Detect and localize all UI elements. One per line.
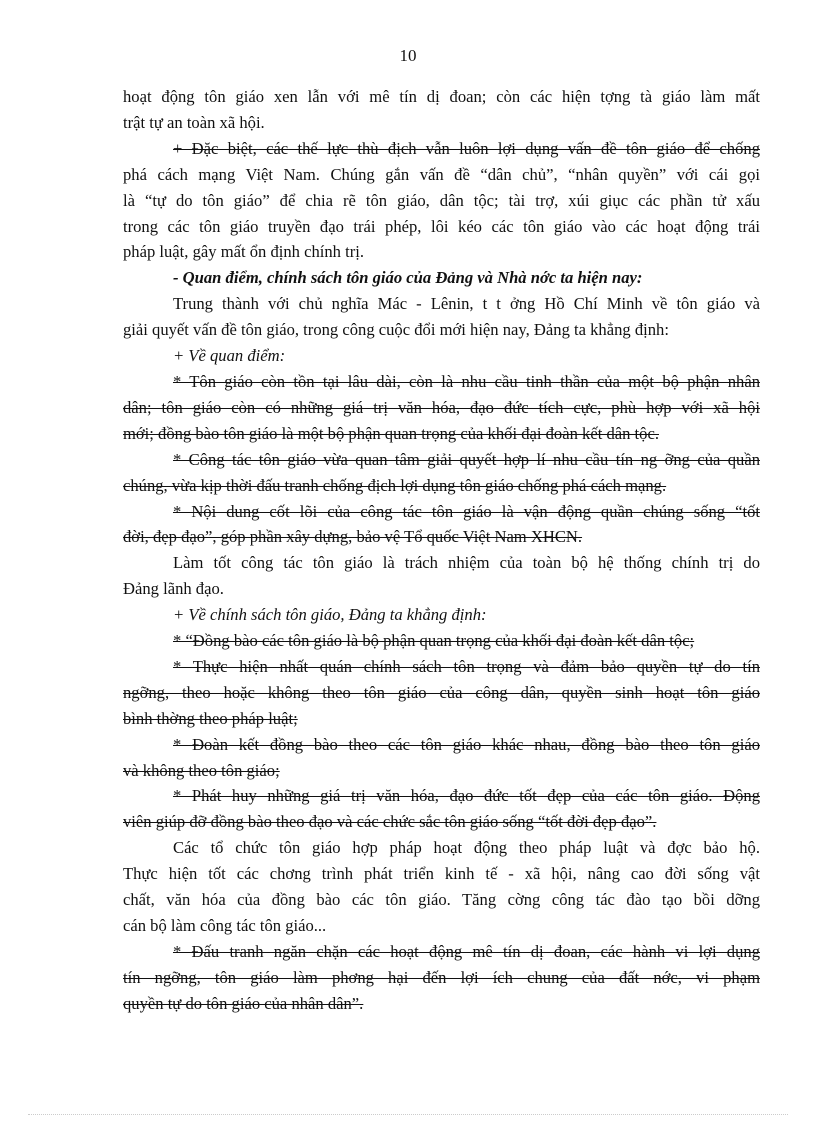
text-line: giải quyết vấn đề tôn giáo, trong công cuộc đổi mới hiện nay, Đảng ta khẳng định: (123, 320, 669, 340)
text-line: Các tổ chức tôn giáo hợp pháp hoạt động theo pháp luật và đợc bảo hộ. (173, 838, 760, 858)
text-line: là “tự do tôn giáo” để chia rẽ tôn giáo, dân tộc; tài trợ, xúi giục các phần tử xấu (123, 190, 760, 210)
text-line: Đảng lãnh đạo. (123, 579, 224, 599)
text-line: trật tự an toàn xã hội. (123, 112, 265, 132)
text-line: chúng, vừa kịp thời đấu tranh chống địch lợi dụng tôn giáo chống phá cách mạng. (123, 475, 667, 495)
text-line: * Tôn giáo còn tồn tại lâu dài, còn là nhu cầu tinh thần của một bộ phận nhân (173, 371, 760, 391)
subheading-viewpoint: + Về quan điểm: (173, 346, 286, 366)
document-body (123, 84, 760, 1017)
text-line: * Phát huy những giá trị văn hóa, đạo đức tốt đẹp của các tôn giáo. Động (173, 786, 760, 806)
text-line: * Đấu tranh ngăn chặn các hoạt động mê tín dị đoan, các hành vi lợi dụng (173, 941, 760, 961)
text-line: Thực hiện tốt các chơng trình phát triển kinh tế - xã hội, nâng cao đời sống vật (123, 864, 760, 884)
policy-item-4 (123, 783, 760, 835)
policy-item-3 (123, 732, 760, 784)
paragraph-viewpoint-1 (123, 369, 760, 447)
paragraph-intro (123, 84, 760, 136)
text-line: tín ngỡng, tôn giáo làm phơng hại đến lợi ích chung của đất nớc, vi phạm (123, 967, 760, 987)
text-line: Trung thành với chủ nghĩa Mác - Lênin, t t ởng Hồ Chí Minh về tôn giáo và (173, 294, 760, 314)
text-line: viên giúp đỡ đồng bào theo đạo và các chức sắc tôn giáo sống “tốt đời đẹp đạo”. (123, 812, 657, 832)
subheading-policy: + Về chính sách tôn giáo, Đảng ta khẳng định: (173, 605, 487, 625)
text-line: + Đặc biệt, các thế lực thù địch vẫn luôn lợi dụng vấn đề tôn giáo để chống (173, 138, 760, 158)
paragraph-viewpoint-2 (123, 447, 760, 499)
paragraph-hostile-forces (123, 136, 760, 266)
text-line: mới; đồng bào tôn giáo là một bộ phận quan trọng của khối đại đoàn kết dân tộc. (123, 423, 659, 443)
page-bottom-border (28, 1114, 788, 1115)
text-line: pháp luật, gây mất ổn định chính trị. (123, 242, 365, 262)
paragraph-religious-organizations (123, 835, 760, 939)
section-heading: - Quan điểm, chính sách tôn giáo của Đảng và Nhà nớc ta hiện nay: (173, 268, 643, 288)
paragraph-viewpoint-3 (123, 499, 760, 551)
text-line: phá cách mạng Việt Nam. Chúng gắn vấn đề “dân chủ”, “nhân quyền” với cái gọi (123, 164, 760, 184)
page-number: 10 (399, 46, 417, 65)
text-line: và không theo tôn giáo; (123, 760, 280, 780)
text-line: chất, văn hóa của đồng bào các tôn giáo. Tăng cờng công tác đào tạo bồi dỡng (123, 890, 760, 910)
text-line: hoạt động tôn giáo xen lẫn với mê tín dị đoan; còn các hiện tợng tà giáo làm mất (123, 87, 760, 106)
text-line: quyền tự do tôn giáo của nhân dân”. (123, 993, 364, 1013)
policy-item-1: * “Đồng bào các tôn giáo là bộ phận quan trọng của khối đại đoàn kết dân tộc; (173, 631, 695, 651)
text-line: * Nội dung cốt lõi của công tác tôn giáo là vận động quần chúng sống “tốt (173, 501, 760, 521)
text-line: ngỡng, theo hoặc không theo tôn giáo của công dân, quyền sinh hoạt tôn giáo (123, 682, 760, 702)
text-line: đời, đẹp đạo”, góp phần xây dựng, bảo vệ Tổ quốc Việt Nam XHCN. (123, 527, 583, 547)
text-line: * Đoàn kết đồng bào theo các tôn giáo khác nhau, đồng bào theo tôn giáo (173, 734, 760, 754)
policy-item-5 (123, 939, 760, 1017)
text-line: Làm tốt công tác tôn giáo là trách nhiệm của toàn bộ hệ thống chính trị do (173, 553, 760, 573)
text-line: * Thực hiện nhất quán chính sách tôn trọng và đảm bảo quyền tự do tín (173, 656, 760, 676)
paragraph-loyalty (123, 291, 760, 343)
text-line: * Công tác tôn giáo vừa quan tâm giải quyết hợp lí nhu cầu tín ng ỡng của quần (173, 449, 760, 469)
text-line: bình thờng theo pháp luật; (123, 708, 298, 728)
text-line: cán bộ làm công tác tôn giáo... (123, 916, 327, 935)
text-line: dân; tôn giáo còn có những giá trị văn hóa, đạo đức tích cực, phù hợp với xã hội (123, 397, 760, 417)
policy-item-2 (123, 654, 760, 732)
text-line: trong các tôn giáo truyền đạo trái phép, lôi kéo các tôn giáo vào các hoạt động trái (123, 216, 760, 236)
paragraph-responsibility (123, 550, 760, 602)
